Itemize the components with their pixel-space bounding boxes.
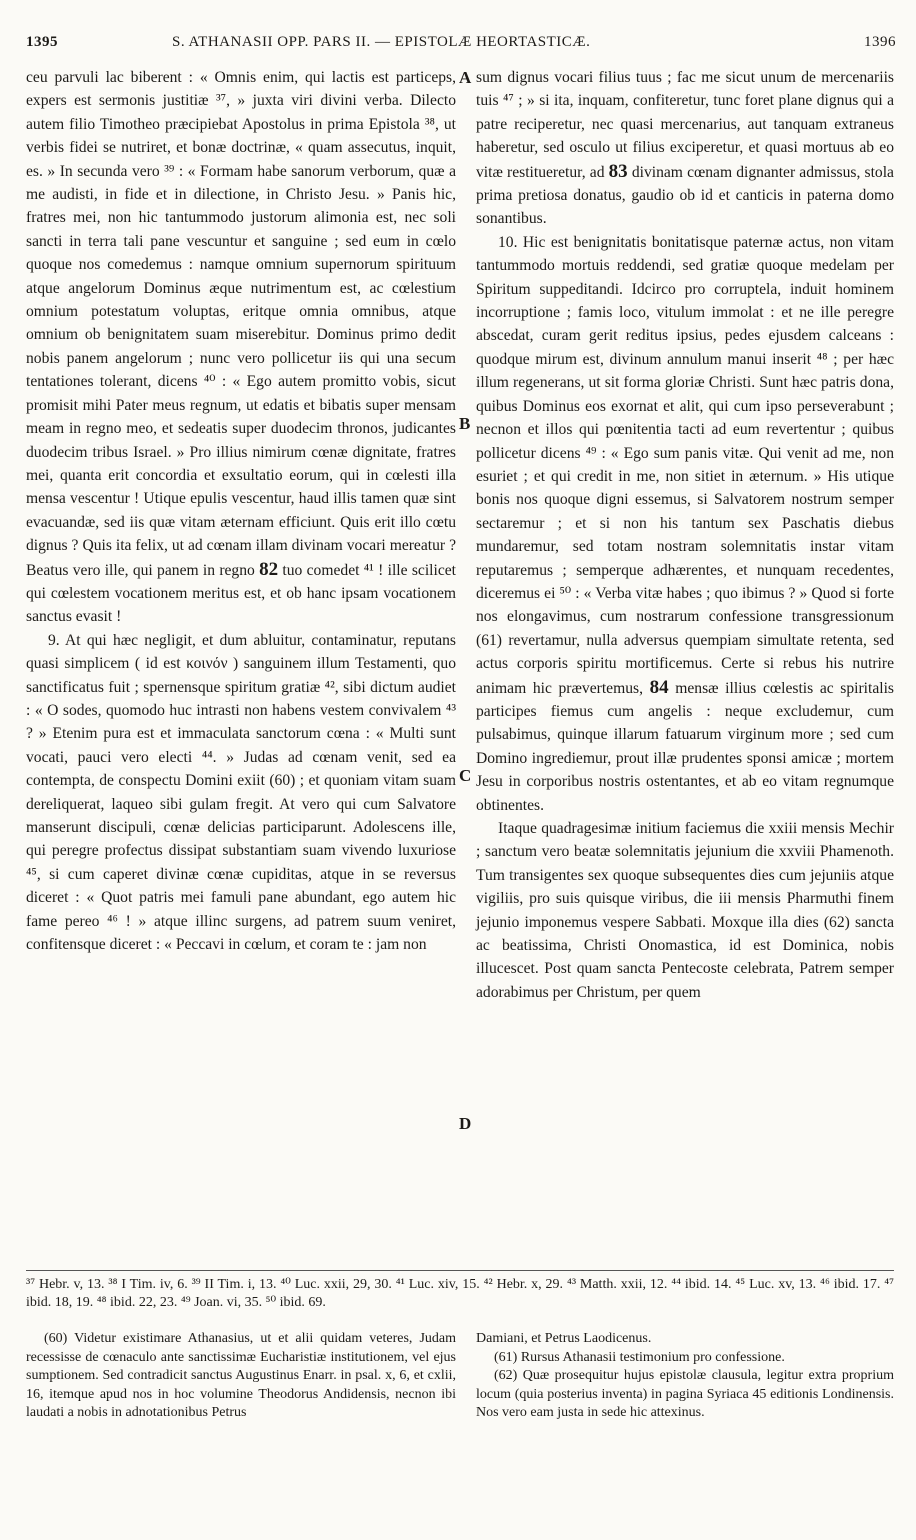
paragraph: 10. Hic est benignitatis bonitatisque paternæ actus, non vitam tantummodo mortuis reddendi, sed gratiæ quoque medelam per Spiritum suppeditandi. Idcirco pro corruptela, induit hominem incorruptione ; famis loco, vitulum immolat : et ne ille peregre abscedat, curam gerit reditus ipsius, pedes ejusdem calceans : quodque mirum est, divinum annulum manui inserit ⁴⁸ ; per hæc illum regenerans, ut sit forma gloriæ Christi. Sunt hæc patris dona, quibus Dominus eos exornat et alit, qui cum ipso perseverabunt ; necnon et illos qui pœnitentia tacti ad eum revertentur ; quibus pollicetur dicens ⁴⁹ : « Ego sum panis vitæ. Qui venit ad me, non esuriet ; et qui credit in me, non sitiet in æternum. » His utique bonis nos quoque digni essemus, si Salvatorem nostrum semper sectaremur ; et si non his tantum sex Paschatis diebus mundaremur, sed totam nostram solemnitatis instar vitam reputaremus ; semperque adhærentes, et nunquam recedentes, diceremus ei ⁵⁰ : « Verba vitæ habes ; quo ibimus ? » Quod si forte nos elongavimus, cum nostrarum confessione transgressionum (61) revertamur, nulla adversus quempiam simultate retenta, sed actus corporis spiritu mortificemus. Certe si rebus his nutrire animam hic prævertemus, 84 mensæ illius cœlestis ac spiritalis participes fiemus cum angelis : neque excludemur, cum pulsabimus, quinque illarum fatuarum virginum more ; sed cum Domino ingrediemur, prout illæ prudentes sponsi amicæ ; mortem Jesu in corporibus nostris ostentantes, et ab eo vitam regnumque obtinentes. — [476, 233, 894, 814]
left-column — [26, 66, 456, 956]
footnote: Damiani, et Petrus Laodicenus. — [476, 1331, 652, 1346]
margin-letter-d: D — [459, 1114, 472, 1133]
footnote: (62) Quæ prosequitur hujus epistolæ clausula, legitur extra proprium locum (quia posterius inventa) in pagina Syriaca 45 editionis Londinensis. Nos vero eam justa in sede hic attexinus. — [476, 1368, 894, 1421]
margin-letter-b: B — [459, 414, 471, 433]
paragraph: Itaque quadragesimæ initium faciemus die xxiii mensis Mechir ; sanctum vero beatæ solemnitatis jejunium die xxviii Phamenoth. Tum transigentes sex quoque subsequentes dies cum jejuniis atque vigiliis, pro suis quisque viribus, die iii mensis Pharmuthi finem jejunio imponemus vespere Sabbati. Moxque illa dies (62) sancta ac beatissima, Christi Onomastica, id est Dominica, nobis illucescet. Post quam sancta Pentecoste celebrata, Patrem semper adorabimus per Christum, per quem — [476, 820, 894, 1001]
page-number-left: 1395 — [26, 34, 58, 50]
inline-page-marker: 83 — [608, 160, 628, 182]
footnote: (61) Rursus Athanasii testimonium pro confessione. — [494, 1349, 785, 1365]
running-title: S. ATHANASII OPP. PARS II. — EPISTOLÆ HEORTASTICÆ. — [172, 34, 591, 50]
right-column — [476, 66, 894, 1004]
scripture-references: ³⁷ Hebr. v, 13. ³⁸ I Tim. iv, 6. ³⁹ II Tim. i, 13. ⁴⁰ Luc. xxii, 29, 30. ⁴¹ Luc. xiv, 15. ⁴² Hebr. x, 29. ⁴³ Matth. xxii, 12. ⁴⁴ ibid. 14. ⁴⁵ Luc. xv, 13. ⁴⁶ ibid. 17. ⁴⁷ ibid. 18, 19. ⁴⁸ ibid. 22, 23. ⁴⁹ Joan. vi, 35. ⁵⁰ ibid. 69. — [26, 1277, 894, 1310]
footnote: (60) Videtur existimare Athanasius, ut et alii quidam veteres, Judam recessisse de cœnaculo ante sanctissimæ Eucharistiæ institutionem, vel ejus sumptionem. Sed contradicit sanctus Augustinus Enarr. in psal. x, 6, et cxlii, 16, itemque apud nos in hoc volumine Theodorus Andidensis, necnon ibi laudati a nobis in adnotationibus Petrus — [26, 1331, 456, 1421]
page-number-right: 1396 — [864, 34, 896, 50]
inline-page-marker: 84 — [649, 676, 669, 698]
footnotes-left — [26, 1330, 456, 1423]
footnotes-right — [476, 1330, 894, 1423]
footnote-rule — [26, 1270, 894, 1271]
margin-letter-c: C — [459, 766, 472, 785]
paragraph: ceu parvuli lac biberent : « Omnis enim, qui lactis est particeps, expers est sermonis justitiæ ³⁷, » juxta viri divini verba. Dilecto autem filio Timotheo præcipiebat Apostolus in prima Epistola ³⁸, ut verbis fidei se nutriret, et bonæ doctrinæ, « quam assecutus, inquit, es. » In secunda vero ³⁹ : « Formam habe sanorum verborum, quæ a me audisti, in fide et in dilectione, in Christo Jesu. » Panis hic, fratres mei, non hic tantummodo justorum alimonia est, nec soli sancti in terra tali pane vescuntur et sanguine ; sed eum in cœlo quoque nos comedemus : namque omnium supernorum spirituum atque angelorum Dominus æque nutrimentum est, ac cœlestium omnium potestatum voluptas, eritque omnia omnibus, atque omnium ob benignitatem suam miserebitur. Dominus primo dedit nobis panem angelorum ; nunc vero pollicetur iis qui una secum tentationes tolerant, dicens ⁴⁰ : « Ego autem promitto vobis, sicut promisit mihi Pater meus regnum, ut edatis et bibatis super mensam meam in regno meo, et sedeatis super duodecim thronos, judicantes duodecim tribus Israel. » Pro illius nimirum cœnæ dignitate, fratres mei, quanta erit concordia et exsultatio eorum, qui in cœlesti illa mensa vescentur ! Utique epulis vescentur, haud illis tamen quæ sint evacuandæ, sed iis quæ vitam æternam efficiunt. Quis erit illo cœtu dignus ? Quis ita felix, ut ad cœnam illam divinam vocari mereatur ? Beatus vero ille, qui panem in regno 82 tuo comedet ⁴¹ ! ille scilicet qui cœlestem vocationem meritus est, et ob hanc ipsam vocationem sanctus evasit ! — [26, 69, 456, 626]
inline-page-marker: 82 — [259, 558, 279, 580]
margin-letter-a: A — [459, 68, 472, 87]
running-header — [26, 24, 896, 64]
paragraph: sum dignus vocari filius tuus ; fac me sicut unum de mercenariis tuis ⁴⁷ ; » si ita, inquam, confiteretur, tunc foret plane dignus qui a patre reciperetur, nec quasi mercenarius, aut tanquam extraneus haberetur, sed osculo ut filius exciperetur, et quasi mortuus ab eo vitæ restitueretur, ad 83 divinam cœnam dignanter admissus, stola prima pretiosa donatus, gaudio ob id et canticis in paterna domo sonantibus. — [476, 69, 894, 228]
paragraph: 9. At qui hæc negligit, et dum abluitur, contaminatur, reputans quasi simplicem ( id est κοινόν ) sanguinem illum Testamenti, quo sanctificatus fuit ; spernensque spiritum gratiæ ⁴², sibi dictum audiet : « O sodes, quomodo huc intrasti non habens vestem convivalem ⁴³ ? » Etenim pura est et immaculata sanctorum cœna : « Multi sunt vocati, pauci vero electi ⁴⁴. » Judas ad cœnam venit, sed ea contempta, de conspectu Domini exiit (60) ; et quoniam vitam suam dereliquerat, laqueo sibi gulam fregit. At vero qui cum Salvatore manserunt discipuli, cœnæ delicias participarunt. Adolescens ille, qui peregre profectus dissipat substantiam suam vivendo luxuriose ⁴⁵, si cum caperet divinæ cœnæ cupiditas, atque in se reversus diceret : « Quot patris mei famuli pane abundant, ego autem hic fame pereo ⁴⁶ ! » atque illinc surgens, ad patrem suum veniret, confitensque diceret : « Peccavi in cœlum, et coram te : jam non — [26, 631, 456, 954]
